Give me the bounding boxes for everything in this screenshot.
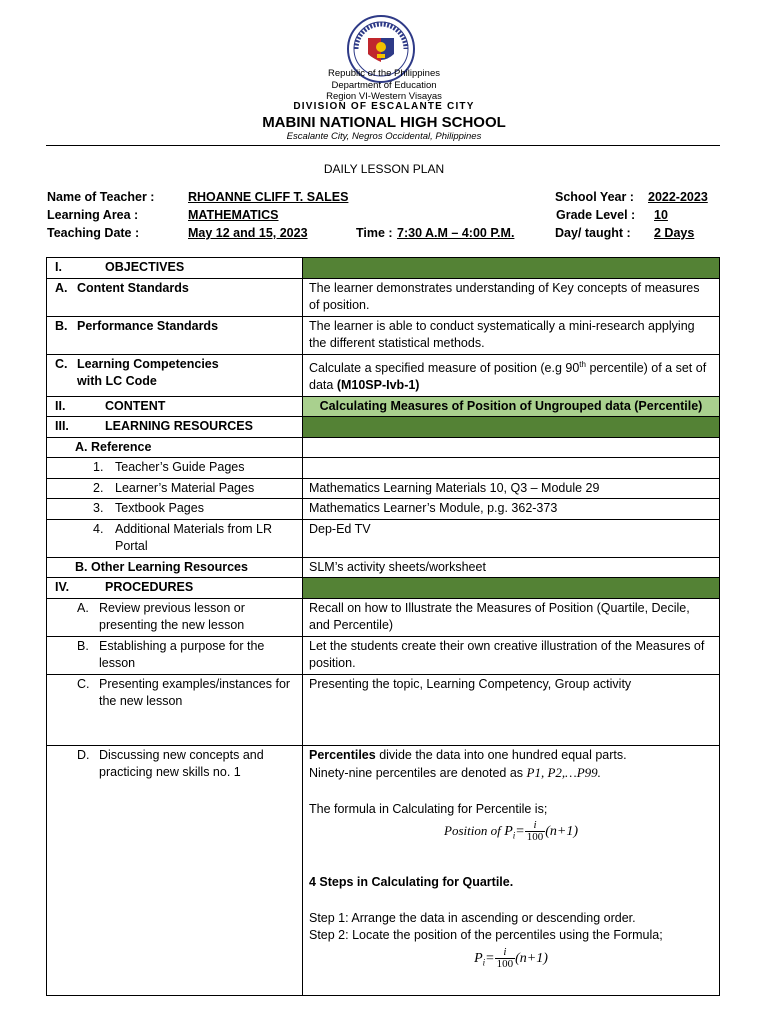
ref2-text: Mathematics Learning Materials 10, Q3 – Module 29 <box>303 478 720 499</box>
ref3-label: 3. Textbook Pages <box>47 499 303 520</box>
other-resources-text: SLM’s activity sheets/worksheet <box>303 557 720 578</box>
proc-b-label: B. Establishing a purpose for the lesson <box>47 636 303 674</box>
content-standards-text: The learner demonstrates understanding of Key concepts of measures of position. <box>303 278 720 316</box>
area-label: Learning Area : <box>47 208 139 222</box>
row-resources <box>47 417 720 438</box>
header-line-region: Region VI-Western Visayas <box>326 91 442 102</box>
lc-code: (M10SP-Ivb-1) <box>336 378 420 393</box>
ref4-label: 4. Additional Materials from LR Portal <box>47 519 303 557</box>
row-proc-c <box>47 674 720 745</box>
step-2: Step 2: Locate the position of the percentiles using the Formula; <box>309 928 663 943</box>
proc-d-content <box>303 745 720 995</box>
formula-position: Position of $P_i=$ $\frac{i}{100}$ (n+1) <box>444 819 578 844</box>
percentiles-notation: Ninety-nine percentiles are denoted as P1, P2,…P99. <box>309 765 601 781</box>
performance-standards-label: B. Performance Standards <box>47 316 303 354</box>
row-performance-standards <box>47 316 720 354</box>
procedures-fill <box>303 578 720 599</box>
competencies-label: C. Learning Competencies with LC Code <box>47 354 303 396</box>
percentile-notation-math: P1, P2,…P99. <box>526 765 601 781</box>
reference-text <box>303 437 720 458</box>
proc-a-label: A. Review previous lesson or presenting the new lesson <box>47 598 303 636</box>
header-line-republic: Republic of the Philippines <box>328 68 440 79</box>
steps-title: 4 Steps in Calculating for Quartile. <box>309 875 514 890</box>
objectives-heading: I. OBJECTIVES <box>47 258 303 279</box>
area-value: MATHEMATICS <box>188 208 279 222</box>
resources-heading: III. LEARNING RESOURCES <box>47 417 303 438</box>
header-division: DIVISION OF ESCALANTE CITY <box>293 101 475 112</box>
teacher-value: RHOANNE CLIFF T. SALES <box>188 190 349 204</box>
day-label: Day/ taught : <box>555 226 631 240</box>
row-proc-b <box>47 636 720 674</box>
formula-percentile: $P_i=$ $\frac{i}{100}$ (n+1) <box>474 945 548 970</box>
header-line-department: Department of Education <box>331 80 437 91</box>
competencies-text: Calculate a specified measure of position (e.g 90th percentile) of a set of data (M10SP-Ivb-1) <box>303 354 720 396</box>
document-title: DAILY LESSON PLAN <box>323 162 445 176</box>
content-standards-label: A. Content Standards <box>47 278 303 316</box>
formula-fraction-2: $\frac{i}{100}$ <box>496 945 514 970</box>
row-other-resources <box>47 557 720 578</box>
proc-c-text: Presenting the topic, Learning Competency, Group activity <box>303 674 720 745</box>
row-procedures <box>47 578 720 599</box>
lesson-plan-table <box>46 257 720 996</box>
content-heading: II. CONTENT <box>47 396 303 417</box>
step-1: Step 1: Arrange the data in ascending or descending order. <box>309 910 636 925</box>
row-ref4 <box>47 519 720 557</box>
proc-c-label: C. Presenting examples/instances for the new lesson <box>47 674 303 745</box>
performance-standards-text: The learner is able to conduct systematically a mini-research applying the different statistical methods. <box>303 316 720 354</box>
row-competencies <box>47 354 720 396</box>
grade-label: Grade Level : <box>556 208 636 222</box>
ref4-text: Dep-Ed TV <box>303 519 720 557</box>
teacher-label: Name of Teacher : <box>47 190 155 204</box>
date-label: Teaching Date : <box>47 226 140 240</box>
year-value: 2022-2023 <box>648 190 708 204</box>
reference-label: A. Reference <box>47 437 303 458</box>
formula-fraction: $\frac{i}{100}$ <box>526 819 544 844</box>
procedures-heading: IV. PROCEDURES <box>47 578 303 599</box>
proc-d-label: D. Discussing new concepts and practicing new skills no. 1 <box>47 745 303 995</box>
header-divider <box>46 145 720 146</box>
year-label: School Year : <box>555 190 634 204</box>
ref1-label: 1. Teacher’s Guide Pages <box>47 458 303 479</box>
ref2-label: 2. Learner’s Material Pages <box>47 478 303 499</box>
ref3-text: Mathematics Learner’s Module, p.g. 362-373 <box>303 499 720 520</box>
row-ref1 <box>47 458 720 479</box>
percentiles-definition: Percentiles divide the data into one hundred equal parts. <box>309 747 627 762</box>
proc-a-text: Recall on how to Illustrate the Measures of Position (Quartile, Decile, and Percentile) <box>303 598 720 636</box>
row-proc-d <box>47 745 720 995</box>
row-proc-a <box>47 598 720 636</box>
date-value: May 12 and 15, 2023 <box>188 226 308 240</box>
time-label: Time : <box>356 226 393 240</box>
grade-value: 10 <box>654 208 668 222</box>
formula-intro: The formula in Calculating for Percentile is; <box>309 801 548 816</box>
ref1-text <box>303 458 720 479</box>
proc-b-text: Let the students create their own creative illustration of the Measures of position. <box>303 636 720 674</box>
resources-fill <box>303 417 720 438</box>
other-resources-label: B. Other Learning Resources <box>47 557 303 578</box>
time-value: 7:30 A.M – 4:00 P.M. <box>397 226 515 240</box>
row-content-standards <box>47 278 720 316</box>
header-address: Escalante City, Negros Occidental, Philippines <box>286 131 482 142</box>
row-objectives <box>47 258 720 279</box>
header-school-name: MABINI NATIONAL HIGH SCHOOL <box>262 114 506 131</box>
row-ref2 <box>47 478 720 499</box>
objectives-fill <box>303 258 720 279</box>
day-value: 2 Days <box>654 226 695 240</box>
row-content <box>47 396 720 417</box>
row-reference <box>47 437 720 458</box>
row-ref3 <box>47 499 720 520</box>
content-topic: Calculating Measures of Position of Ungrouped data (Percentile) <box>303 396 720 417</box>
